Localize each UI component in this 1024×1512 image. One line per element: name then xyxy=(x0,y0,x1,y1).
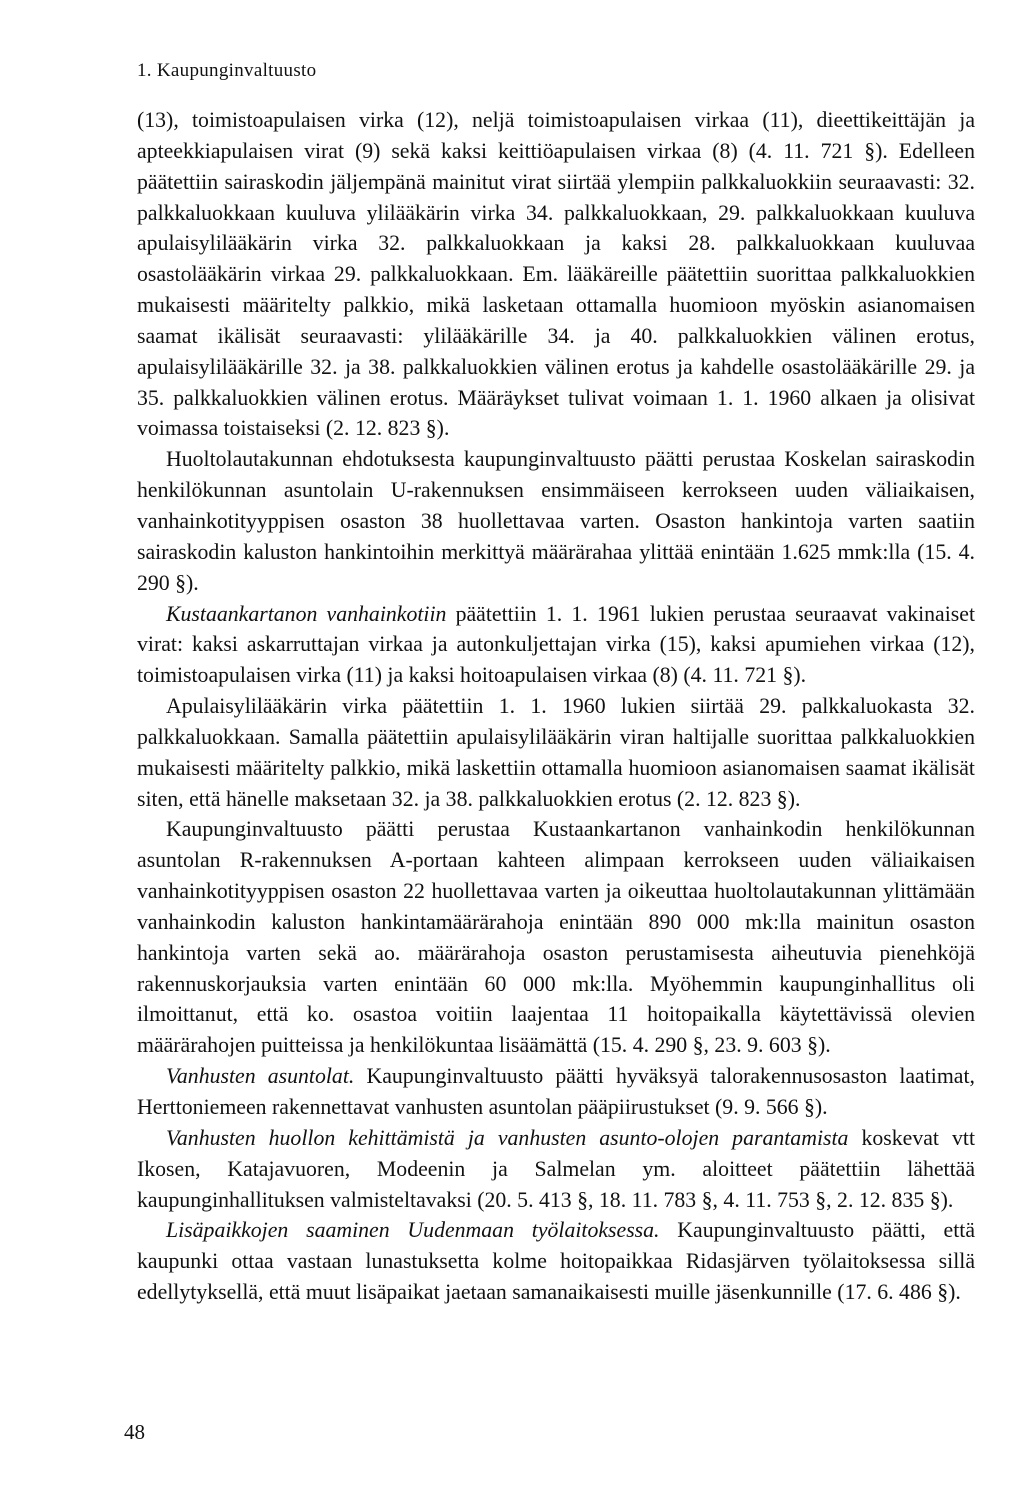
paragraph-text: Kaupunginvaltuusto päätti, että kaupunki ottaa vastaan lunastuksetta kolme hoitopaikkaa Ridasjärven työlaitoksessa sillä edellytyksellä, että muut lisäpaikat jaetaan samanaikaisesti muille jäsenkunnille (17. 6. 486 §). xyxy=(137,1218,976,1305)
paragraph-text: päätettiin 1. 1. 1961 lukien perustaa seuraavat vakinaiset virat: kaksi askarruttajan virkaa ja autonkuljettajan virka (15), kaksi apumiehen virkaa (12), toimistoapulaisen virka (11) ja kaksi hoitoapulaisen virkaa (8) (4. 11. 721 §). xyxy=(137,601,975,688)
paragraph-lead: Lisäpaikkojen saaminen Uudenmaan työlaitoksessa. xyxy=(166,1218,660,1243)
paragraph-vanhusten-asuntolat xyxy=(137,1061,975,1123)
page-number: 48 xyxy=(124,1420,145,1444)
paragraph-lead: Vanhusten asuntolat. xyxy=(166,1064,355,1089)
paragraph-vanhusten-huolto xyxy=(137,1123,975,1216)
paragraph-text: koskevat vtt Ikosen, Katajavuoren, Modeenin ja Salmelan ym. aloitteet päätettiin lähettää kaupunginhallituksen valmisteltavaksi (20. 5. 413 §, 18. 11. 783 §, 4. 11. 753 §, 2. 12. 835 §). xyxy=(137,1125,975,1212)
paragraph-kustaankartano-osasto xyxy=(137,814,975,1061)
paragraph-text: Apulaisylilääkärin virka päätettiin 1. 1. 1960 lukien siirtää 29. palkkaluokasta 32. palkkaluokkaan. Samalla päätettiin apulaisylilääkärin viran haltijalle suorittaa palkkaluokkien mukaisesti määritelty palkkio, mikä laskettiin ottamalla huomioon asianomaisen saamat ikälisät siten, että hänelle maksetaan 32. ja 38. palkkaluokkien erotus (2. 12. 823 §). xyxy=(137,694,975,811)
body-text xyxy=(137,105,975,1308)
paragraph-lead: Kustaankartanon vanhainkotiin xyxy=(166,601,447,626)
paragraph-apulaisylilaakari xyxy=(137,691,975,814)
paragraph-continued xyxy=(137,105,975,444)
paragraph-lead: Vanhusten huollon kehittämistä ja vanhusten asunto-olojen parantamista xyxy=(166,1125,849,1150)
paragraph-koskela xyxy=(137,444,975,598)
paragraph-text: (13), toimistoapulaisen virka (12), neljä toimistoapulaisen virkaa (11), dieettikeittäjän ja apteekkiapulaisen virat (9) sekä kaksi keittiöapulaisen virkaa (8) (4. 11. 721 §). Edelleen päätettiin sairaskodin jäljempänä mainitut virat siirtää ylempiin palkkaluokkiin seuraavasti: 32. palkkaluokkaan kuuluva ylilääkärin virka 34. palkkaluokkaan, 29. palkkaluokkaan kuuluva apulaisylilääkärin virka 32. palkkaluokkaan ja kaksi 28. palkkaluokkaan kuuluvaa osastolääkärin virkaa 29. palkkaluokkaan. Em. lääkäreille päätettiin suorittaa palkkaluokkien mukaisesti määritelty palkkio, mikä lasketaan ottamalla huomioon myöskin asianomaisen saamat ikälisät seuraavasti: ylilääkärille 34. ja 40. palkkaluokkien välinen erotus, apulaisylilääkärille 32. ja 38. palkkaluokkien välinen erotus ja kahdelle osastolääkärille 29. ja 35. palkkaluokkien välinen erotus. Määräykset tulivat voimaan 1. 1. 1960 alkaen ja olisivat voimassa toistaiseksi (2. 12. 823 §). xyxy=(137,108,975,441)
running-head: 1. Kaupunginvaltuusto xyxy=(137,60,317,81)
paragraph-lisapaikat xyxy=(137,1215,975,1308)
paragraph-text: Kaupunginvaltuusto päätti perustaa Kustaankartanon vanhainkodin henkilökunnan asuntolan R-rakennuksen A-portaan kahteen alimpaan kerrokseen uuden väliaikaisen vanhainkotityyppisen osaston 22 huollettavaa varten ja oikeuttaa huoltolautakunnan ylittämään vanhainkodin kaluston hankintamäärärahoja enintään 890 000 mk:lla mainitun osaston hankintoja varten sekä ao. määrärahoja osaston perustamisesta aiheutuvia pienehköjä rakennuskorjauksia varten enintään 60 000 mk:lla. Myöhemmin kaupunginhallitus oli ilmoittanut, että ko. osastoa voitiin laajentaa 11 hoitopaikalla käytettävissä olevien määrärahojen puitteissa ja henkilökuntaa lisäämättä (15. 4. 290 §, 23. 9. 603 §). xyxy=(137,817,975,1058)
paragraph-text: Huoltolautakunnan ehdotuksesta kaupunginvaltuusto päätti perustaa Koskelan sairaskodin henkilökunnan asuntolain U-rakennuksen ensimmäiseen kerrokseen uuden väliaikaisen, vanhainkotityyppisen osaston 38 huollettavaa varten. Osaston hankintoja varten saatiin sairaskodin kaluston hankintoihin merkittyä määrärahaa ylittää enintään 1.625 mmk:lla (15. 4. 290 §). xyxy=(137,447,975,595)
paragraph-text: Kaupunginvaltuusto päätti hyväksyä talorakennusosaston laatimat, Herttoniemeen rakennettavat vanhusten asuntolan pääpiirustukset (9. 9. 566 §). xyxy=(137,1064,975,1119)
paragraph-kustaankartano-virat xyxy=(137,599,975,692)
